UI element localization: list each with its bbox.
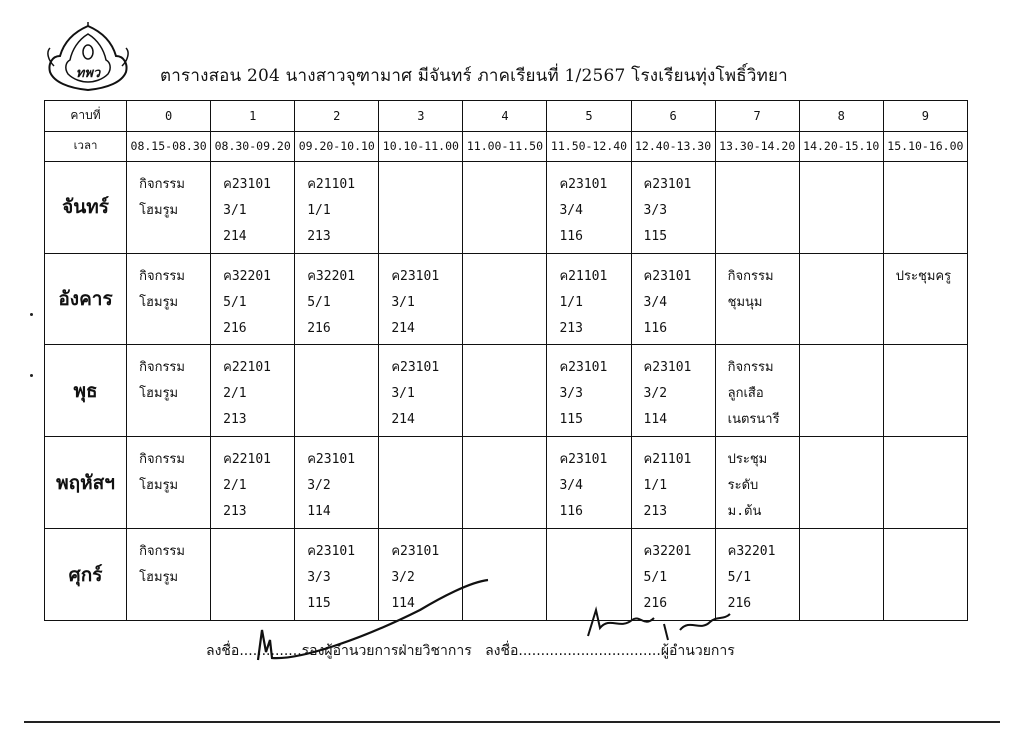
- cell-line: ค23101: [391, 360, 440, 376]
- day-name: จันทร์: [45, 161, 127, 253]
- schedule-cell: [547, 161, 631, 253]
- period-time: 08.15-08.30: [127, 131, 211, 161]
- role-deputy-director: รองผู้อำนวยการฝ่ายวิชาการ: [301, 643, 472, 659]
- schedule-cell: [127, 437, 211, 529]
- schedule-cell: [547, 529, 631, 621]
- cell-line: ค23101: [391, 268, 440, 284]
- cell-line: ค21101: [307, 176, 356, 192]
- period-number: 7: [715, 101, 799, 132]
- cell-line: 216: [307, 320, 331, 336]
- period-time: 08.30-09.20: [211, 131, 295, 161]
- period-number: 1: [211, 101, 295, 132]
- cell-line: 214: [391, 412, 415, 428]
- cell-line: 214: [223, 228, 247, 244]
- cell-line: 3/4: [643, 294, 668, 310]
- sign-label-2: ลงชื่อ: [485, 643, 519, 659]
- cell-line: 2/1: [223, 478, 247, 494]
- cell-line: ค21101: [643, 452, 692, 468]
- cell-line: 3/4: [559, 202, 583, 218]
- cell-line: กิจกรรม: [139, 360, 185, 376]
- timetable: [44, 100, 968, 621]
- schedule-cell: [547, 253, 631, 345]
- schedule-cell: [631, 529, 715, 621]
- schedule-cell: [295, 529, 379, 621]
- cell-line: 3/2: [391, 570, 415, 586]
- schedule-cell: [211, 529, 295, 621]
- cell-line: 3/3: [307, 570, 331, 586]
- schedule-cell: [379, 253, 463, 345]
- cell-line: 3/4: [559, 478, 583, 494]
- schedule-cell: [547, 437, 631, 529]
- schedule-cell: [715, 253, 799, 345]
- school-logo: [44, 22, 132, 96]
- cell-line: 1/1: [559, 294, 583, 310]
- time-header-label: เวลา: [45, 131, 127, 161]
- cell-line: 116: [559, 228, 583, 244]
- cell-line: ม.ต้น: [727, 504, 762, 520]
- schedule-cell: [631, 253, 715, 345]
- period-time: 14.20-15.10: [799, 131, 883, 161]
- schedule-cell: [463, 161, 547, 253]
- cell-line: 115: [643, 228, 668, 244]
- schedule-cell: [295, 345, 379, 437]
- period-time: 15.10-16.00: [883, 131, 967, 161]
- cell-line: 5/1: [643, 570, 668, 586]
- cell-line: 3/1: [391, 294, 415, 310]
- period-time: 13.30-14.20: [715, 131, 799, 161]
- schedule-cell: [127, 161, 211, 253]
- cell-line: ค23101: [643, 360, 692, 376]
- cell-line: โฮมรูม: [139, 202, 179, 218]
- period-number: 0: [127, 101, 211, 132]
- cell-line: 216: [727, 596, 752, 612]
- period-number: 8: [799, 101, 883, 132]
- period-number: 6: [631, 101, 715, 132]
- schedule-cell: [715, 161, 799, 253]
- cell-line: โฮมรูม: [139, 570, 179, 586]
- cell-line: 3/1: [223, 202, 247, 218]
- period-header-label: คาบที่: [45, 101, 127, 132]
- sign-dots-2: ................................: [518, 643, 661, 659]
- schedule-cell: [883, 437, 967, 529]
- period-time: 11.50-12.40: [547, 131, 631, 161]
- cell-line: 115: [559, 412, 583, 428]
- cell-line: ค32201: [223, 268, 271, 284]
- cell-line: ระดับ: [727, 478, 759, 494]
- cell-line: ค23101: [643, 176, 692, 192]
- page-title: ตารางสอน 204 นางสาวจุฑามาศ มีจันทร์ ภาคเรียนที่ 1/2567 โรงเรียนทุ่งโพธิ์วิทยา: [160, 66, 788, 86]
- day-row: [45, 345, 968, 437]
- period-time: 09.20-10.10: [295, 131, 379, 161]
- cell-line: 3/3: [643, 202, 668, 218]
- cell-line: 213: [223, 412, 247, 428]
- cell-line: กิจกรรม: [727, 268, 774, 284]
- schedule-cell: [799, 529, 883, 621]
- schedule-cell: [127, 529, 211, 621]
- cell-line: 1/1: [307, 202, 331, 218]
- cell-line: 116: [559, 504, 583, 520]
- cell-line: 3/3: [559, 386, 583, 402]
- margin-mark: [30, 313, 33, 316]
- schedule-cell: [631, 345, 715, 437]
- cell-line: ค23101: [559, 176, 608, 192]
- schedule-cell: [715, 437, 799, 529]
- cell-line: 213: [559, 320, 583, 336]
- day-row: [45, 529, 968, 621]
- cell-line: 5/1: [223, 294, 247, 310]
- schedule-cell: [127, 345, 211, 437]
- bottom-rule: [24, 721, 1000, 723]
- cell-line: 3/2: [643, 386, 668, 402]
- cell-line: 213: [643, 504, 668, 520]
- schedule-cell: [295, 161, 379, 253]
- cell-line: 5/1: [307, 294, 331, 310]
- schedule-cell: [211, 345, 295, 437]
- schedule-cell: [379, 529, 463, 621]
- cell-line: ประชุม: [727, 452, 768, 468]
- cell-line: 114: [391, 596, 415, 612]
- schedule-cell: [799, 161, 883, 253]
- cell-line: 114: [307, 504, 331, 520]
- cell-line: ค23101: [559, 452, 608, 468]
- cell-line: กิจกรรม: [727, 360, 774, 376]
- sign-dots-1: ...........: [252, 643, 302, 659]
- cell-line: กิจกรรม: [139, 268, 185, 284]
- cell-line: ค21101: [559, 268, 608, 284]
- cell-line: กิจกรรม: [139, 544, 185, 560]
- schedule-cell: [883, 161, 967, 253]
- period-header-row: [45, 101, 968, 132]
- schedule-cell: [127, 253, 211, 345]
- cell-line: ค23101: [559, 360, 608, 376]
- time-header-row: [45, 131, 968, 161]
- day-row: [45, 161, 968, 253]
- day-name: พฤหัสฯ: [45, 437, 127, 529]
- cell-line: ค23101: [391, 544, 440, 560]
- cell-line: ค32201: [727, 544, 776, 560]
- signature-line: [206, 640, 735, 662]
- period-time: 10.10-11.00: [379, 131, 463, 161]
- cell-line: 214: [391, 320, 415, 336]
- cell-line: โฮมรูม: [139, 294, 179, 310]
- schedule-cell: [295, 437, 379, 529]
- cell-line: 1/1: [643, 478, 668, 494]
- cell-line: ลูกเสือ: [727, 386, 764, 402]
- cell-line: โฮมรูม: [139, 386, 179, 402]
- schedule-cell: [295, 253, 379, 345]
- schedule-cell: [799, 345, 883, 437]
- cell-line: ค23101: [223, 176, 271, 192]
- cell-line: ค23101: [643, 268, 692, 284]
- cell-line: กิจกรรม: [139, 176, 185, 192]
- schedule-cell: [883, 253, 967, 345]
- schedule-cell: [715, 345, 799, 437]
- margin-mark: [30, 374, 33, 377]
- schedule-cell: [211, 161, 295, 253]
- cell-line: 3/1: [391, 386, 415, 402]
- schedule-cell: [379, 345, 463, 437]
- period-number: 4: [463, 101, 547, 132]
- cell-line: 2/1: [223, 386, 247, 402]
- schedule-cell: [715, 529, 799, 621]
- schedule-cell: [463, 253, 547, 345]
- cell-line: ค22101: [223, 452, 271, 468]
- schedule-cell: [799, 253, 883, 345]
- role-director: ผู้อำนวยการ: [660, 643, 735, 659]
- sign-label-1: ลงชื่อ...: [206, 643, 253, 659]
- cell-line: กิจกรรม: [139, 452, 185, 468]
- cell-line: ค23101: [307, 452, 356, 468]
- schedule-cell: [631, 161, 715, 253]
- day-row: [45, 437, 968, 529]
- day-name: พุธ: [45, 345, 127, 437]
- schedule-cell: [463, 345, 547, 437]
- cell-line: 213: [223, 504, 247, 520]
- period-number: 9: [883, 101, 967, 132]
- cell-line: 115: [307, 596, 331, 612]
- period-number: 5: [547, 101, 631, 132]
- period-time: 11.00-11.50: [463, 131, 547, 161]
- cell-line: ชุมนุม: [727, 294, 763, 310]
- cell-line: เนตรนารี: [727, 412, 780, 428]
- cell-line: 5/1: [727, 570, 752, 586]
- schedule-cell: [379, 161, 463, 253]
- cell-line: ค32201: [307, 268, 356, 284]
- cell-line: โฮมรูม: [139, 478, 179, 494]
- period-time: 12.40-13.30: [631, 131, 715, 161]
- day-row: [45, 253, 968, 345]
- cell-line: 116: [643, 320, 668, 336]
- logo-text: ทพว: [75, 66, 101, 81]
- schedule-cell: [463, 437, 547, 529]
- cell-line: ประชุมครู: [895, 268, 952, 284]
- schedule-cell: [211, 437, 295, 529]
- schedule-cell: [211, 253, 295, 345]
- schedule-cell: [379, 437, 463, 529]
- day-name: อังคาร: [45, 253, 127, 345]
- schedule-cell: [883, 345, 967, 437]
- schedule-cell: [631, 437, 715, 529]
- day-name: ศุกร์: [45, 529, 127, 621]
- cell-line: 213: [307, 228, 331, 244]
- period-number: 2: [295, 101, 379, 132]
- schedule-cell: [547, 345, 631, 437]
- period-number: 3: [379, 101, 463, 132]
- cell-line: 3/2: [307, 478, 331, 494]
- cell-line: 114: [643, 412, 668, 428]
- cell-line: ค23101: [307, 544, 356, 560]
- cell-line: 216: [223, 320, 247, 336]
- schedule-cell: [463, 529, 547, 621]
- cell-line: ค32201: [643, 544, 692, 560]
- cell-line: 216: [643, 596, 668, 612]
- schedule-cell: [799, 437, 883, 529]
- cell-line: ค22101: [223, 360, 271, 376]
- schedule-cell: [883, 529, 967, 621]
